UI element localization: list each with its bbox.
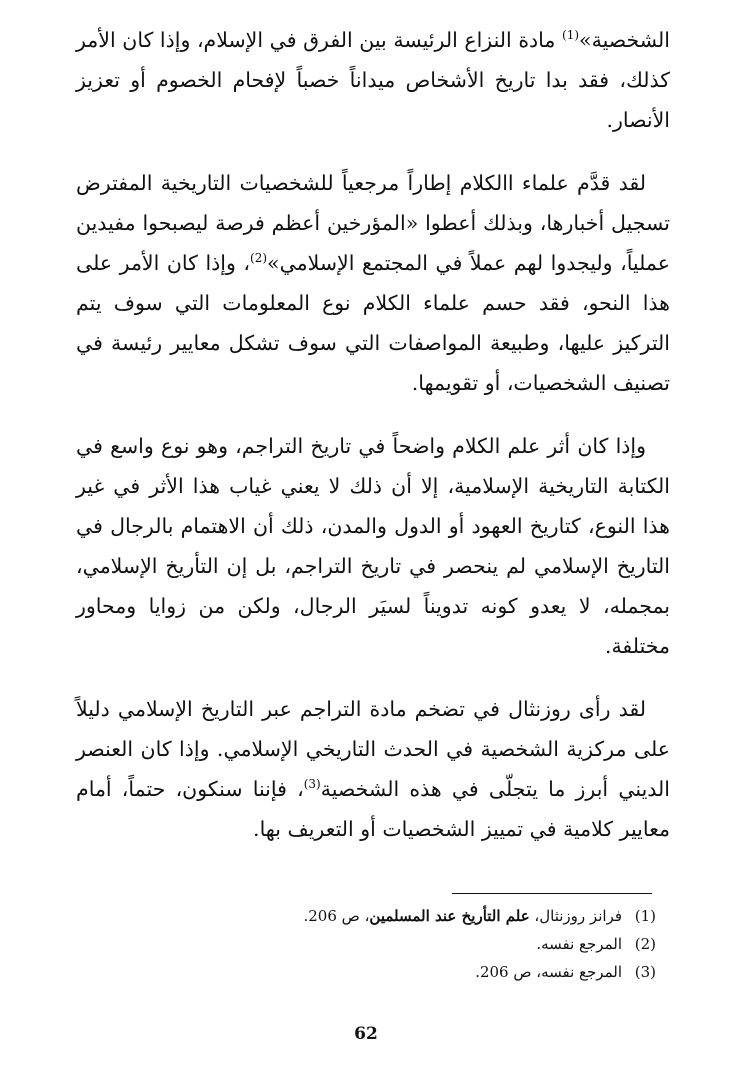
paragraph-3 (76, 426, 670, 666)
paragraph-1-text-b: مادة النزاع الرئيسة بين الفرق في الإسلام، وإذا كان الأمر كذلك، فقد بدا تاريخ الأشخاص ميداناً خصباً لإفحام الخصوم أو تعزيز الأنصار. (76, 28, 670, 132)
footnote-number: (2) (634, 935, 656, 953)
footnote-number: (3) (634, 963, 656, 981)
paragraph-2-text-b: ، وإذا كان الأمر على هذا النحو، فقد حسم علماء الكلام نوع المعلومات التي سوف يتم التركيز عليها، وطبيعة المواصفات التي سوف تشكل معايير رئيسة في تصنيف الشخصيات، أو تقويمها. (76, 251, 670, 395)
paragraph-2 (76, 163, 670, 403)
footnote-ref-3[interactable]: (3) (303, 777, 321, 792)
footnote-2 (76, 930, 656, 958)
footnote-author: فرانز روزنثال، (529, 907, 622, 925)
paragraph-1 (76, 20, 670, 140)
paragraph-4 (76, 689, 670, 849)
footnote-ref-2[interactable]: (2) (250, 251, 268, 266)
footnote-text: المرجع نفسه، ص 206. (475, 963, 622, 981)
footnote-book-title: علم التأريخ عند المسلمين (369, 907, 530, 925)
footnote-text: المرجع نفسه. (536, 935, 622, 953)
paragraph-1-text-a: الشخصية» (579, 28, 670, 52)
footnote-separator (452, 893, 652, 894)
paragraph-2-text-a: لقد قدَّم علماء االكلام إطاراً مرجعياً للشخصيات التاريخية المفترض تسجيل أخبارها، وبذلك أعطوا «المؤرخين أعظم فرصة ليصبحوا مفيدين عملياً، وليجدوا لهم عملاً في المجتمع الإسلامي» (76, 171, 670, 275)
paragraph-4-text-b: ، فإننا سنكون، حتماً، أمام معايير كلامية في تمييز الشخصيات أو التعريف بها. (76, 777, 670, 841)
footnote-3 (76, 958, 656, 986)
footnote-ref-1[interactable]: (1) (562, 28, 580, 43)
paragraph-4-text-a: لقد رأى روزنثال في تضخم مادة التراجم عبر التاريخ الإسلامي دليلاً على مركزية الشخصية في الحدث التاريخي الإسلامي. وإذا كان العنصر الديني أبرز ما يتجلّى في هذه الشخصية (76, 697, 670, 801)
main-text (76, 20, 670, 872)
footnote-page: ، ص 206. (303, 907, 370, 925)
footnotes (76, 902, 656, 986)
footnote-number: (1) (634, 907, 656, 925)
page-number: 62 (354, 1024, 378, 1044)
paragraph-3-text: وإذا كان أثر علم الكلام واضحاً في تاريخ التراجم، وهو نوع واسع في الكتابة التاريخية الإسلامية، إلا أن ذلك لا يعني غياب هذا الأثر في غير هذا النوع، كتاريخ العهود أو الدول والمدن، ذلك أن الاهتمام بالرجال في التاريخ الإسلامي لم ينحصر في تاريخ التراجم، بل إن التأريخ الإسلامي، بمجمله، لا يعدو كونه تدويناً لسيَر الرجال، ولكن من زوايا ومحاور مختلفة. (76, 434, 670, 658)
footnote-text (303, 902, 622, 930)
footnote-1 (76, 902, 656, 930)
